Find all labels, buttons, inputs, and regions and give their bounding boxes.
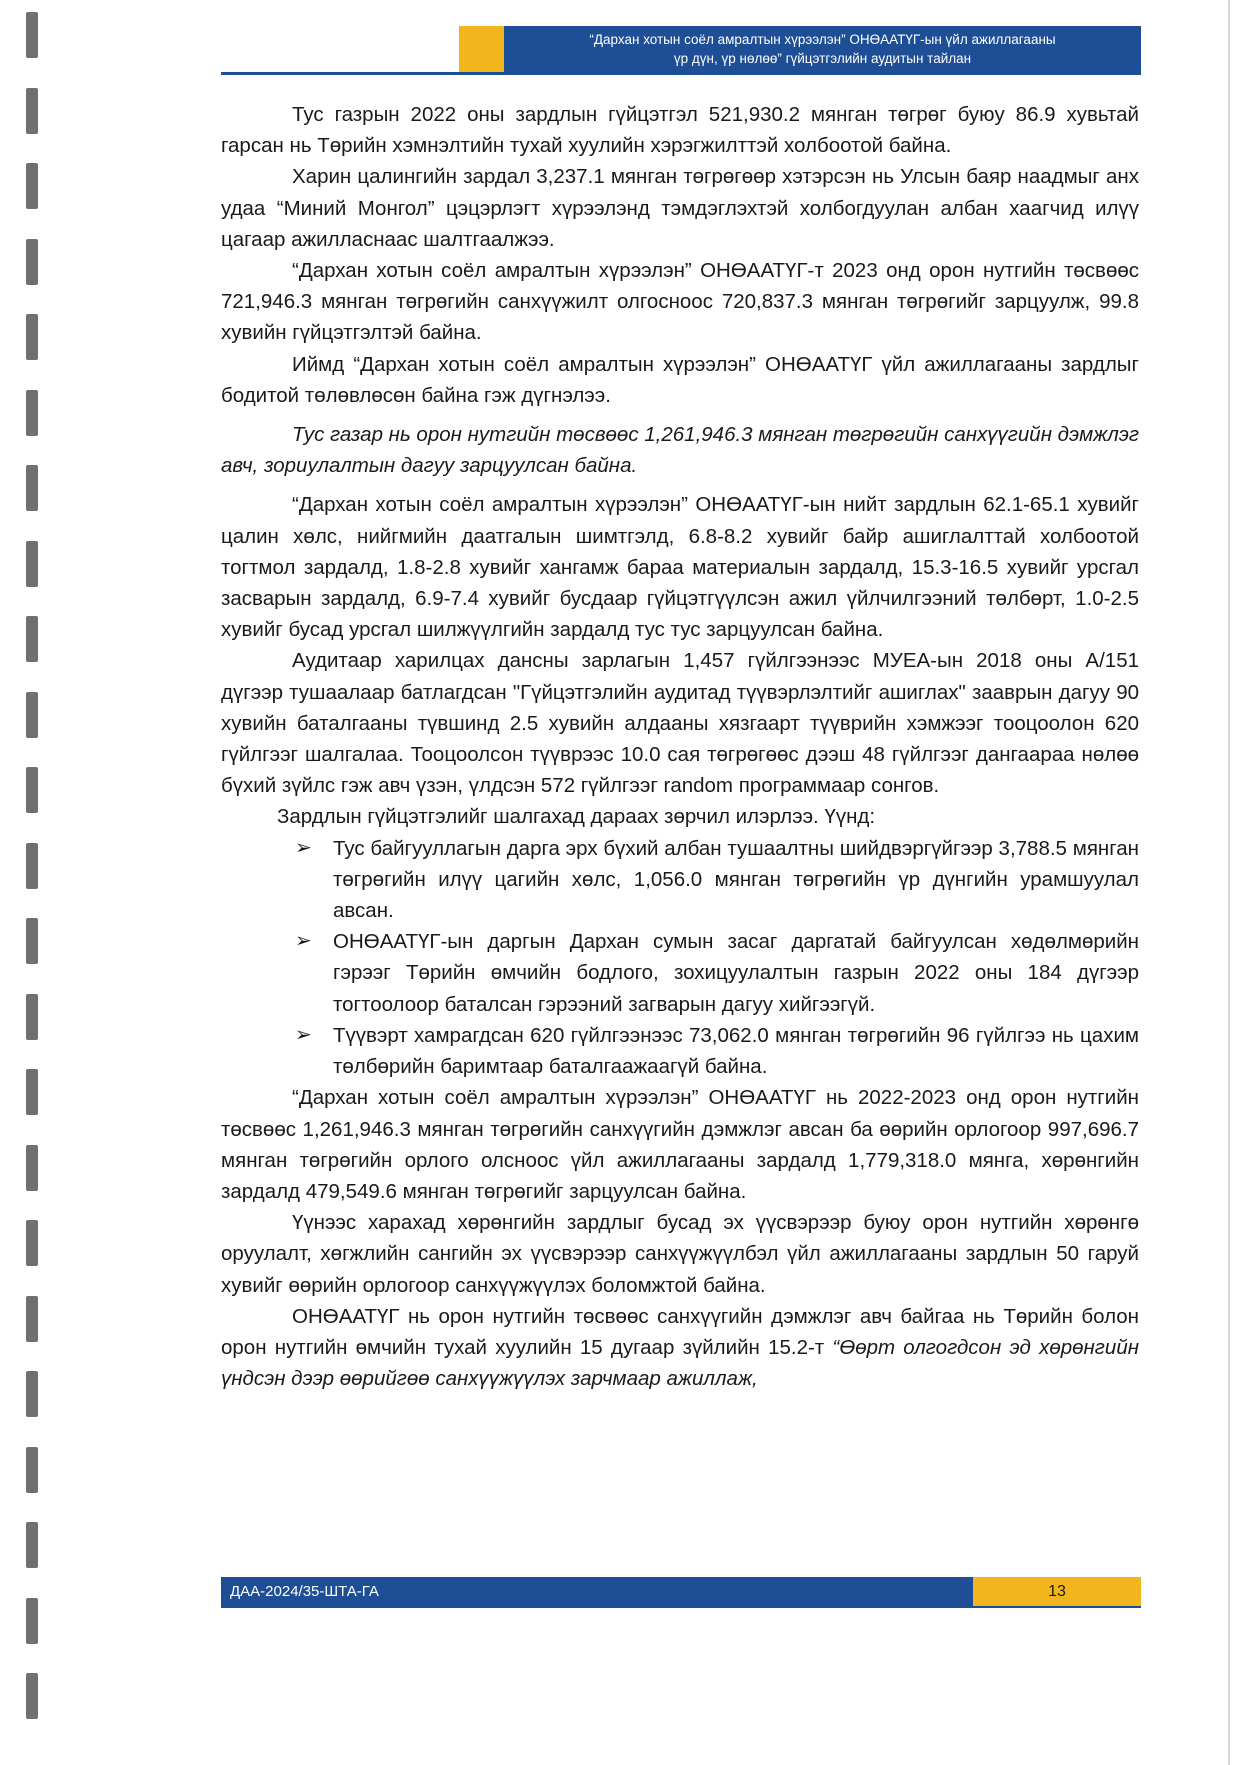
binding-hole: [26, 1296, 38, 1342]
findings-list: [221, 833, 1139, 1083]
list-item: [221, 926, 1139, 1020]
binding-hole: [26, 314, 38, 360]
binding-hole: [26, 239, 38, 285]
binding-hole: [26, 541, 38, 587]
header-title-line-1: “Дархан хотын соёл амралтын хүрээлэн” ОНӨААТҮГ-ын үйл ажиллагааны: [589, 32, 1056, 47]
paragraph: Харин цалингийн зардал 3,237.1 мянган төгрөгөөр хэтэрсэн нь Улсын баяр наадмыг анх удаа “Миний Монгол” цэцэрлэгт хүрээлэнд тэмдэглэхтэй холбогдуулан албан хаагчид илүү цагаар ажилласнаас шалтгаалжээ.: [221, 165, 1139, 251]
paragraph: Үүнээс харахад хөрөнгийн зардлыг бусад эх үүсвэрээр буюу орон нутгийн хөрөнгө оруулалт, хөгжлийн сангийн эх үүсвэрээр санхүүжүүлбэл үйл ажиллагааны зардлын 50 гаруй хувийг өөрийн орлогоор санхүүжүүлэх боломжтой байна.: [221, 1211, 1139, 1297]
footer-rule: [221, 1606, 1141, 1608]
paragraph: “Дархан хотын соёл амралтын хүрээлэн” ОНӨААТҮГ нь 2022-2023 онд орон нутгийн төсвөөс 1,261,946.3 мянган төгрөгийн санхүүгийн дэмжлэг авсан ба өөрийн орлогоор 997,696.7 мянган төгрөгийн орлого олсноос үйл ажиллагааны зардалд 1,779,318.0 мянга, хөрөнгийн зардалд 479,549.6 мянган төгрөгийг зарцуулсан байна.: [221, 1086, 1139, 1203]
binding-holes: [26, 0, 40, 1765]
binding-hole: [26, 390, 38, 436]
binding-hole: [26, 1522, 38, 1568]
binding-hole: [26, 994, 38, 1040]
header-title: [504, 26, 1141, 72]
paragraph: Зардлын гүйцэтгэлийг шалгахад дараах зөрчил илэрлээ. Үүнд:: [277, 805, 876, 829]
binding-hole: [26, 1673, 38, 1719]
binding-hole: [26, 1069, 38, 1115]
binding-hole: [26, 1447, 38, 1493]
law-quote: “Өөрт олгогдсон эд хөрөнгийн үндсэн дээр өөрийгөө санхүүжүүлэх зарчмаар ажиллаж,: [221, 1335, 1140, 1391]
paragraph-lead: ОНӨААТҮГ нь орон нутгийн төсвөөс санхүүгийн дэмжлэг авч байгаа нь Төрийн болон орон нутгийн өмчийн тухай хуулийн 15 дугаар зүйлийн 15.2-т: [221, 1304, 1139, 1359]
binding-hole: [26, 1598, 38, 1644]
paragraph: Аудитаар харилцах дансны зарлагын 1,457 гүйлгээнээс МУЕА-ын 2018 оны А/151 дүгээр тушаалаар батлагдсан "Гүйцэтгэлийн аудитад түүвэрлэлтийг ашиглах" зааврын дагуу 90 хувийн баталгааны түвшинд 2.5 хувийн алдааны хязгаарт түүврийн хэмжээг тооцоолон 620 гүйлгээг шалгалаа. Тооцоолсон түүврээс 10.0 сая төгрөгөөс дээш 48 гүйлгээг дангаараа нөлөө бүхий зүйлс гэж авч үзэн, үлдсэн 572 гүйлгээг random программаар сонгов.: [221, 649, 1139, 798]
binding-hole: [26, 843, 38, 889]
list-item-text: Түүвэрт хамрагдсан 620 гүйлгээнээс 73,062.0 мянган төгрөгийн 96 гүйлгээ нь цахим төлбөрийн баримтаар баталгаажаагүй байна.: [333, 1023, 1139, 1079]
list-item-text: Тус байгууллагын дарга эрх бүхий албан тушаалтны шийдвэргүйгээр 3,788.5 мянган төгрөгийн илүү цагийн хөлс, 1,056.0 мянган төгрөгийн үр дүнгийн урамшуулал авсан.: [333, 836, 1139, 923]
page-number: 13: [973, 1577, 1141, 1606]
binding-hole: [26, 1371, 38, 1417]
list-item: [221, 1020, 1139, 1082]
header-title-line-2: үр дүн, үр нөлөө” гүйцэтгэлийн аудитын тайлан: [673, 51, 972, 66]
binding-hole: [26, 692, 38, 738]
page-edge: [1228, 0, 1230, 1765]
binding-hole: [26, 1145, 38, 1191]
paragraph: Тус газрын 2022 оны зардлын гүйцэтгэл 521,930.2 мянган төгрөг буюу 86.9 хувьтай гарсан нь Төрийн хэмнэлтийн тухай хуулийн хэрэгжилттэй холбоотой байна.: [221, 103, 1139, 158]
list-item-text: ОНӨААТҮГ-ын даргын Дархан сумын засаг даргатай байгуулсан хөдөлмөрийн гэрээг Төрийн өмчийн бодлого, зохицуулалтын газрын 2022 оны 184 дүгээр тогтоолоор баталсан гэрээний загварын дагуу хийгээгүй.: [333, 930, 1139, 1016]
binding-hole: [26, 12, 38, 58]
header-rule: [221, 72, 1141, 75]
conclusion-paragraph: Тус газар нь орон нутгийн төсвөөс 1,261,946.3 мянган төгрөгийн санхүүгийн дэмжлэг авч, зориулалтын дагуу зарцуулсан байна.: [221, 423, 1139, 478]
binding-hole: [26, 767, 38, 813]
binding-hole: [26, 616, 38, 662]
arrow-bullet-icon: ➢: [295, 836, 312, 859]
paragraph: [221, 1301, 1139, 1395]
paragraph: “Дархан хотын соёл амралтын хүрээлэн” ОНӨААТҮГ-т 2023 онд орон нутгийн төсвөөс 721,946.3 мянган төгрөгийн санхүүжилт олгосноос 720,837.3 мянган төгрөгийг зарцуулж, 99.8 хувийн гүйцэтгэлтэй байна.: [221, 259, 1139, 345]
binding-hole: [26, 163, 38, 209]
binding-hole: [26, 88, 38, 134]
paragraph: Иймд “Дархан хотын соёл амралтын хүрээлэн” ОНӨААТҮГ үйл ажиллагааны зардлыг бодитой төлөвлөсөн байна гэж дүгнэлээ.: [221, 352, 1139, 407]
list-item: [221, 833, 1139, 927]
document-code: ДАА-2024/35-ШТА-ГА: [221, 1577, 973, 1606]
binding-hole: [26, 1220, 38, 1266]
page-footer: [221, 1577, 1141, 1606]
document-body: [221, 99, 1139, 1394]
header-accent: [459, 26, 504, 72]
arrow-bullet-icon: ➢: [295, 1023, 312, 1046]
arrow-bullet-icon: ➢: [295, 930, 312, 953]
binding-hole: [26, 918, 38, 964]
paragraph: “Дархан хотын соёл амралтын хүрээлэн” ОНӨААТҮГ-ын нийт зардлын 62.1-65.1 хувийг цалин хөлс, нийгмийн даатгалын шимтгэлд, 6.8-8.2 хувийг байр ашиглалттай холбоотой тогтмол зардалд, 1.8-2.8 хувийг хангамж бараа материалын зардалд, 15.3-16.5 хувийг урсгал засварын зардалд, 6.9-7.4 хувийг бусдаар гүйцэтгүүлсэн ажил үйлчилгээний төлбөрт, 1.0-2.5 хувийг бусад урсгал шилжүүлгийн зардалд тус тус зарцуулсан байна.: [221, 493, 1139, 642]
binding-hole: [26, 465, 38, 511]
running-header: [221, 26, 1141, 72]
